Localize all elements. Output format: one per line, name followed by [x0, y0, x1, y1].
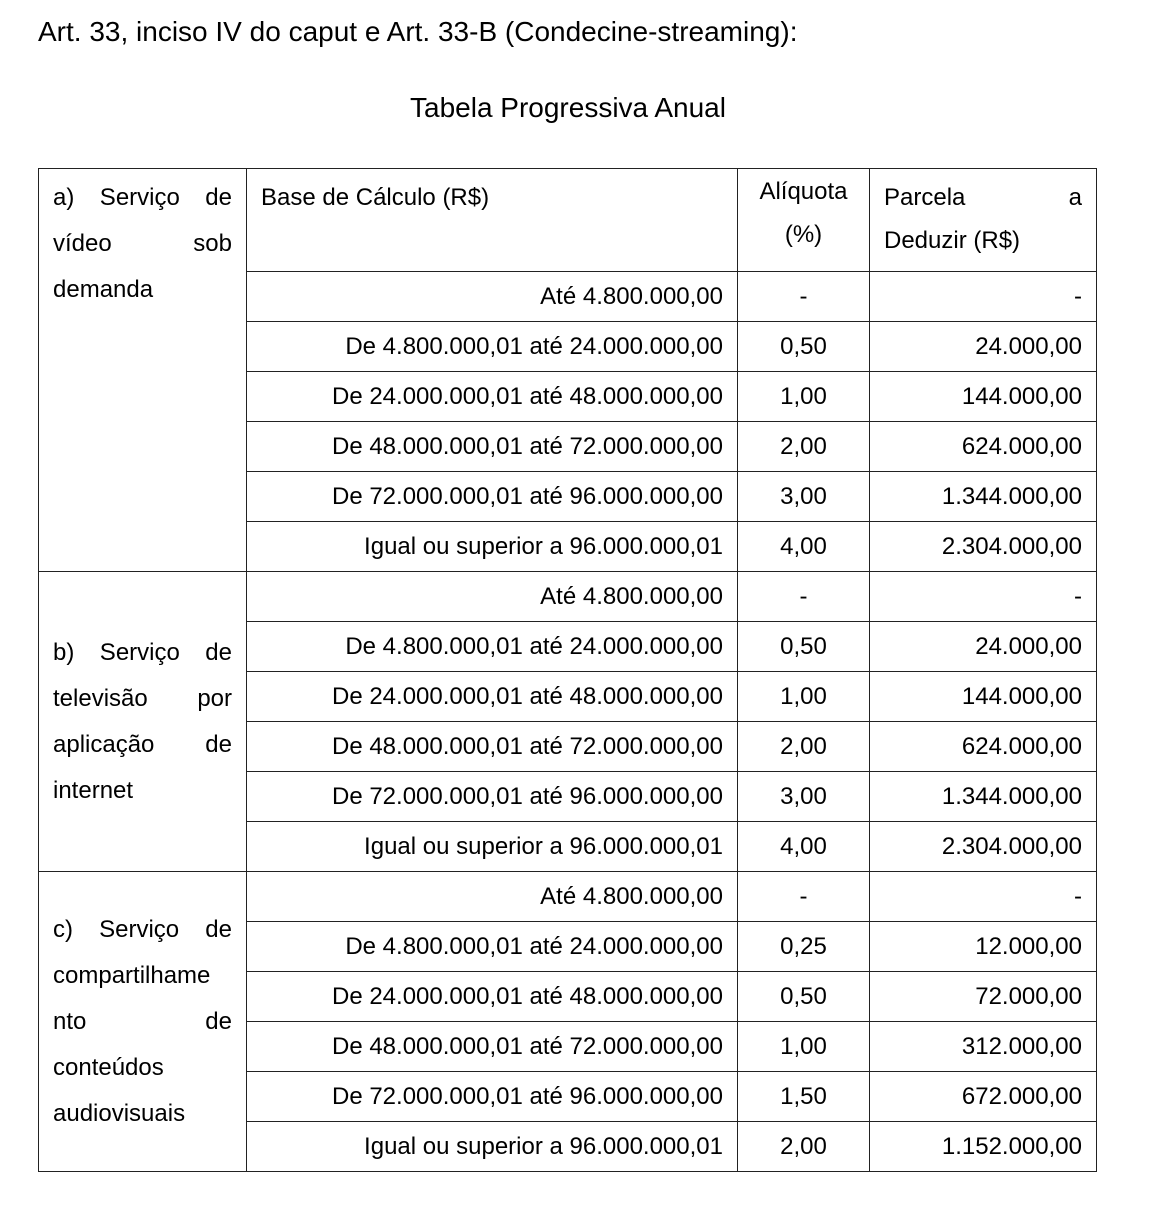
parcela-deduzir-cell: 24.000,00: [870, 322, 1097, 372]
service-category-cell: [39, 872, 247, 1172]
base-de-calculo-cell: De 24.000.000,01 até 48.000.000,00: [247, 972, 738, 1022]
label-line: conteúdos: [53, 1053, 164, 1081]
parcela-deduzir-cell: 2.304.000,00: [870, 822, 1097, 872]
base-de-calculo-cell: De 24.000.000,01 até 48.000.000,00: [247, 672, 738, 722]
header-parcela-word: a: [1068, 184, 1082, 211]
aliquota-cell: 1,00: [738, 1022, 870, 1072]
aliquota-cell: 4,00: [738, 522, 870, 572]
base-de-calculo-cell: De 4.800.000,01 até 24.000.000,00: [247, 322, 738, 372]
header-parcela: [870, 169, 1097, 272]
aliquota-cell: 3,00: [738, 472, 870, 522]
progressive-tax-table: [38, 168, 1097, 1172]
aliquota-cell: 0,25: [738, 922, 870, 972]
base-de-calculo-cell: Até 4.800.000,00: [247, 272, 738, 322]
label-line: b) Serviço de: [53, 638, 232, 666]
table-row: [39, 572, 1097, 622]
parcela-deduzir-cell: 144.000,00: [870, 672, 1097, 722]
label-line: c) Serviço de: [53, 915, 232, 943]
aliquota-cell: 1,50: [738, 1072, 870, 1122]
parcela-deduzir-cell: -: [870, 572, 1097, 622]
table-title: Tabela Progressiva Anual: [410, 92, 726, 123]
base-de-calculo-cell: Até 4.800.000,00: [247, 872, 738, 922]
base-de-calculo-cell: Até 4.800.000,00: [247, 572, 738, 622]
parcela-deduzir-cell: 624.000,00: [870, 422, 1097, 472]
header-parcela-line: Parcela: [884, 184, 966, 211]
parcela-deduzir-cell: 1.344.000,00: [870, 772, 1097, 822]
base-de-calculo-cell: Igual ou superior a 96.000.000,01: [247, 822, 738, 872]
header-aliquota-unit: (%): [784, 221, 823, 248]
header-row: [39, 169, 1097, 272]
aliquota-cell: 0,50: [738, 622, 870, 672]
service-category-cell: [39, 169, 247, 572]
parcela-deduzir-cell: -: [870, 272, 1097, 322]
header-aliquota-line: Alíquota: [759, 178, 848, 205]
label-line: a) Serviço de: [53, 184, 232, 211]
parcela-deduzir-cell: 2.304.000,00: [870, 522, 1097, 572]
label-line: televisão por: [53, 684, 232, 712]
header-parcela-line2: Deduzir (R$): [884, 227, 1021, 254]
aliquota-cell: 2,00: [738, 422, 870, 472]
label-line: demanda: [53, 276, 154, 303]
label-line: nto de: [53, 1007, 232, 1035]
label-line: audiovisuais: [53, 1099, 186, 1127]
label-line: aplicação de: [53, 730, 232, 758]
parcela-deduzir-cell: 24.000,00: [870, 622, 1097, 672]
parcela-deduzir-cell: 72.000,00: [870, 972, 1097, 1022]
label-line: internet: [53, 776, 134, 804]
label-line: vídeo sob: [53, 230, 232, 257]
table-row: [39, 872, 1097, 922]
service-category-label: [53, 175, 232, 313]
parcela-deduzir-cell: 624.000,00: [870, 722, 1097, 772]
aliquota-cell: 2,00: [738, 722, 870, 772]
parcela-deduzir-cell: 672.000,00: [870, 1072, 1097, 1122]
aliquota-cell: -: [738, 872, 870, 922]
parcela-deduzir-cell: 312.000,00: [870, 1022, 1097, 1072]
base-de-calculo-cell: De 72.000.000,01 até 96.000.000,00: [247, 472, 738, 522]
document-title: Art. 33, inciso IV do caput e Art. 33-B (Condecine-streaming):: [38, 16, 798, 47]
service-category-label: [53, 630, 232, 814]
parcela-deduzir-cell: 1.344.000,00: [870, 472, 1097, 522]
aliquota-cell: 1,00: [738, 372, 870, 422]
base-de-calculo-cell: De 72.000.000,01 até 96.000.000,00: [247, 1072, 738, 1122]
base-de-calculo-cell: De 48.000.000,01 até 72.000.000,00: [247, 1022, 738, 1072]
parcela-deduzir-cell: -: [870, 872, 1097, 922]
aliquota-cell: -: [738, 272, 870, 322]
aliquota-cell: 3,00: [738, 772, 870, 822]
aliquota-cell: 1,00: [738, 672, 870, 722]
aliquota-cell: 2,00: [738, 1122, 870, 1172]
base-de-calculo-cell: Igual ou superior a 96.000.000,01: [247, 1122, 738, 1172]
header-base: Base de Cálculo (R$): [247, 169, 738, 272]
base-de-calculo-cell: De 24.000.000,01 até 48.000.000,00: [247, 372, 738, 422]
aliquota-cell: -: [738, 572, 870, 622]
parcela-deduzir-cell: 12.000,00: [870, 922, 1097, 972]
aliquota-cell: 0,50: [738, 972, 870, 1022]
aliquota-cell: 4,00: [738, 822, 870, 872]
header-aliquota: [738, 169, 870, 272]
service-category-label: [53, 907, 232, 1137]
base-de-calculo-cell: De 4.800.000,01 até 24.000.000,00: [247, 622, 738, 672]
label-line: compartilhame: [53, 961, 211, 989]
parcela-deduzir-cell: 1.152.000,00: [870, 1122, 1097, 1172]
service-category-cell: [39, 572, 247, 872]
base-de-calculo-cell: De 48.000.000,01 até 72.000.000,00: [247, 722, 738, 772]
aliquota-cell: 0,50: [738, 322, 870, 372]
base-de-calculo-cell: De 4.800.000,01 até 24.000.000,00: [247, 922, 738, 972]
base-de-calculo-cell: De 48.000.000,01 até 72.000.000,00: [247, 422, 738, 472]
base-de-calculo-cell: De 72.000.000,01 até 96.000.000,00: [247, 772, 738, 822]
parcela-deduzir-cell: 144.000,00: [870, 372, 1097, 422]
base-de-calculo-cell: Igual ou superior a 96.000.000,01: [247, 522, 738, 572]
